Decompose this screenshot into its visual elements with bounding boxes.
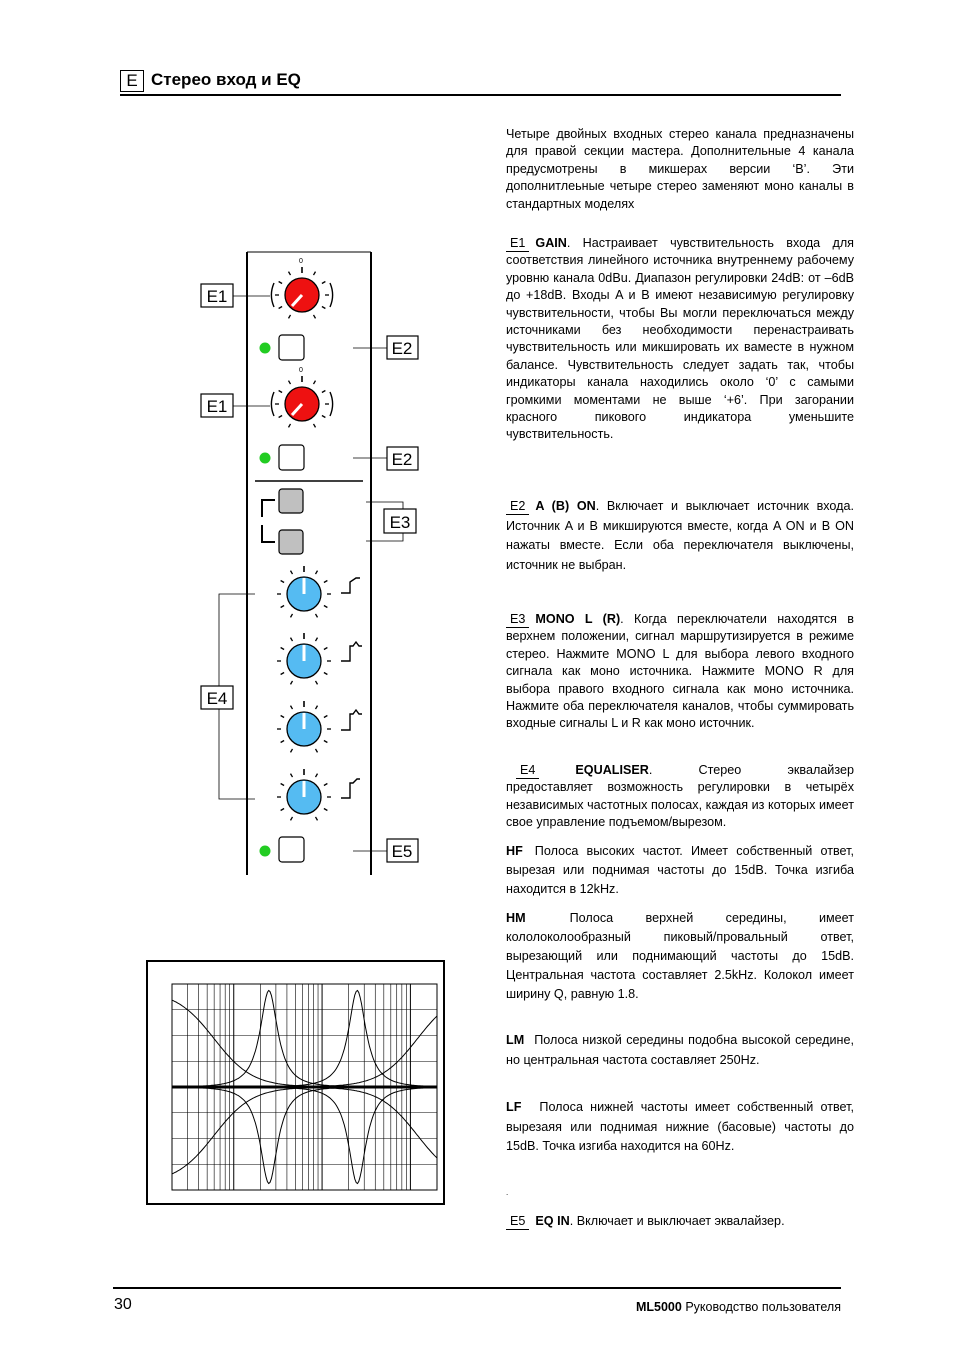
lf-block: [506, 1098, 854, 1157]
svg-text:E1: E1: [206, 287, 228, 306]
hf-label: HF: [506, 844, 523, 858]
e4-block: [506, 762, 854, 832]
e1-tag: E1: [506, 236, 529, 252]
e1-text: . Настраивает чувствительность входа для соответствия линейного источника внутреннему рабочему уровню канала 0dBu. Диапазон регулировки 24dB: от –6dB до +18dB. Входы A и B имеют независимую регулировку чувствительности, чтобы Вы могли переключаться между источниками без необходимости перенастраивать чувствительность или микшировать их ваместе в нужном балансе. Чувствительность следует задать так, чтобы индикаторы канала находились около ‘0’ с самыми громкими моментами не выше ‘+6’. При загорании красного пикового индикатора уменьшите чувствительность.: [506, 236, 854, 442]
mono-r-button[interactable]: [279, 530, 303, 554]
e5-block: [506, 1213, 854, 1230]
e5-label: EQ IN: [535, 1214, 570, 1228]
e2-tag: E2: [506, 499, 529, 515]
lf-shelf-icon: [341, 779, 360, 798]
a-on-button[interactable]: [279, 335, 304, 360]
eq-response-graph: [146, 960, 446, 1206]
e1-block: [506, 235, 854, 444]
led-b-on: [260, 453, 271, 464]
lm-label: LM: [506, 1033, 525, 1047]
svg-text:E3: E3: [389, 513, 411, 532]
callout-e3: [384, 509, 416, 533]
footer-doc-title: Руководство пользователя: [681, 1300, 841, 1314]
eq-in-button[interactable]: [279, 837, 304, 862]
svg-text:E2: E2: [391, 339, 413, 358]
callout-e1-a: [201, 284, 233, 307]
lm-text: Полоса низкой середины подобна высокой середине, но центральная частота составляет 250Hz.: [506, 1033, 854, 1067]
mono-l-button[interactable]: [279, 489, 303, 513]
intro-text: Четыре двойных входных стерео канала предназначены для правой секции мастера. Дополнительные 4 канала предусмотрены в микшерах версии ‘B’. Эти дополнитлеьные четыре стерео заменяют моно каналы в стандартных моделях: [506, 127, 854, 211]
eq-lf-knob[interactable]: [277, 769, 331, 820]
b-on-button[interactable]: [279, 445, 304, 470]
led-a-on: [260, 343, 271, 354]
hm-block: [506, 909, 854, 1004]
callout-e2-b: [387, 447, 418, 470]
e5-text: . Включает и выключает эквалайзер.: [569, 1214, 785, 1228]
hf-shelf-icon: [341, 578, 360, 593]
lf-label: LF: [506, 1100, 522, 1114]
eq-lm-knob[interactable]: [277, 701, 331, 752]
e3-label: MONO L (R): [535, 612, 621, 626]
lm-block: [506, 1031, 854, 1070]
gain-knob-b[interactable]: [271, 376, 332, 427]
callout-e1-b: [201, 394, 233, 417]
stray-dot: .: [506, 1188, 509, 1197]
footer-title: [636, 1300, 841, 1314]
hm-label: HM: [506, 911, 526, 925]
e3-tag: E3: [506, 612, 529, 628]
callout-e2-a: [387, 336, 418, 359]
callout-e5: [387, 839, 418, 862]
e4-text: . Стерео эквалайзер предоставляет возможность регулировки в четырёх независимых частотных полосах, каждая из которых имеет свое управление подъемом/вырезом.: [506, 763, 854, 830]
svg-text:E1: E1: [206, 397, 228, 416]
e5-tag: E5: [506, 1214, 529, 1230]
e2-label: A (B) ON: [535, 499, 596, 513]
e2-text: . Включает и выключает источник входа. Источник A и B микшируются вместе, когда A ON и B ON нажаты вместе. Если оба переключателя выключены, источник не выбран.: [506, 499, 855, 572]
e2-block: [506, 497, 854, 575]
page-number: 30: [114, 1296, 132, 1313]
gain-knob-a[interactable]: [271, 267, 332, 318]
svg-text:E4: E4: [206, 689, 228, 708]
eq-hm-knob[interactable]: [277, 633, 331, 684]
footer-rule: [113, 1287, 841, 1289]
hm-bell-icon: [341, 642, 362, 661]
eq-hf-knob[interactable]: [277, 566, 331, 617]
footer-model: ML5000: [635, 1300, 682, 1314]
hf-block: [506, 842, 854, 899]
led-eq-in: [260, 846, 271, 857]
lf-text: Полоса нижней частоты имеет собственный ответ, вырезаяя или поднимая нижние (басовые) частоты до 15dB. Точка изгиба находится на 60Hz.: [506, 1100, 854, 1153]
e4-tag: E4: [516, 763, 539, 779]
e4-label: EQUALISER: [575, 763, 649, 777]
e3-text: . Когда переключатели находятся в верхнем положении, сигнал маршрутизируется в режиме стерео. Нажмите MONO L для выбора левого входного сигнала как моно источника. Нажмите MONO R для выбора правого входного сигнала как моно источника. Нажмите оба переключателя каналов, чтобы суммировать входные сигналы L и R как моно источник.: [506, 612, 854, 731]
svg-text:E2: E2: [391, 450, 413, 469]
hm-text: Полоса верхней середины, имеет кололоколообразный пиковый/провальный ответ, вырезающий или поднимающий частоты до 15dB. Центральная частота составляет 2.5kHz. Колокол имеет ширину Q, равную 1.8.: [506, 911, 854, 1001]
intro-block: [506, 126, 854, 213]
hf-text: Полоса высоких частот. Имеет собственный ответ, вырезая или поднимая частоты до 15dB. Точка изгиба находится в 12kHz.: [506, 844, 854, 896]
section-title: Стерео вход и EQ: [151, 70, 301, 89]
section-letter: E: [120, 70, 144, 92]
e3-block: [506, 611, 854, 733]
svg-text:E5: E5: [391, 842, 413, 861]
e1-label: GAIN: [535, 236, 567, 250]
callout-e4: [201, 686, 233, 709]
gain-knob-a-zero-label: 0: [299, 258, 303, 265]
lm-bell-icon: [341, 710, 362, 730]
gain-knob-b-zero-label: 0: [299, 367, 303, 374]
